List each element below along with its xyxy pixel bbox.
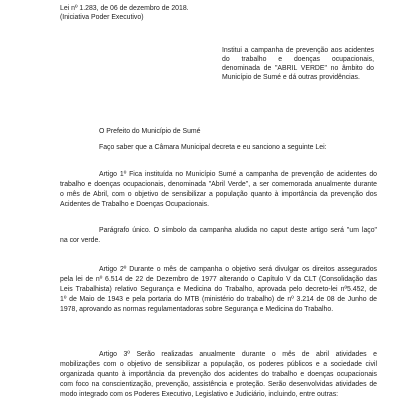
article-3-line: Artigo 3º Serão realizadas anualmente durante o mês de abril atividades e bbox=[99, 351, 377, 358]
article-2-line: Leis Trabalhista) relativo Segurança e Medicina do Trabalho, aprovada pelo decreto-lei nº5.452, de bbox=[60, 286, 377, 293]
ementa-line: Institui a campanha de prevenção aos acidentes bbox=[222, 47, 374, 54]
sole-paragraph-line: Parágrafo único. O símbolo da campanha aludida no caput deste artigo será "um laço" bbox=[99, 227, 377, 234]
mayor-line: O Prefeito do Município de Sumé bbox=[99, 128, 201, 135]
ementa-line: do trabalho e doenças ocupacionais, bbox=[222, 56, 374, 63]
article-3-line: com foco na conscientização, prevenção, assistência e proteção. Serão desenvolvidas atividades de bbox=[60, 381, 377, 388]
article-3-line: modo integrado com os Poderes Executivo, Legislativo e Judiciário, incluindo, entre outras: bbox=[60, 391, 339, 398]
initiative-line: (Iniciativa Poder Executivo) bbox=[60, 14, 144, 21]
proclamation-line: Faço saber que a Câmara Municipal decreta e eu sanciono a seguinte Lei: bbox=[99, 144, 327, 151]
ementa-line: Município de Sumé e dá outras providências. bbox=[222, 74, 360, 81]
article-2-line: 1º de Maio de 1943 e pela portaria do MTB (ministério do trabalho) de nº 3.214 de 08 de Junho de bbox=[60, 296, 377, 303]
article-2-line: Artigo 2º Durante o mês de campanha o objetivo será divulgar os direitos assegurados bbox=[99, 266, 377, 273]
article-1-line: Artigo 1º Fica instituída no Município Sumé a campanha de prevenção de acidentes do bbox=[99, 171, 377, 178]
article-1-line: Acidentes de Trabalho e Doenças Ocupacionais. bbox=[60, 201, 210, 208]
article-2-line: 1978, aprovando as normas regulamentadoras sobre Segurança e Medicina do Trabalho. bbox=[60, 306, 334, 313]
sole-paragraph-line: na cor verde. bbox=[60, 237, 101, 244]
article-1-line: trabalho e doenças ocupacionais, denominada "Abril Verde", a ser comemorada anualmente durante bbox=[60, 181, 377, 188]
article-3-line: mobilizações com o objetivo de sensibilizar a população, os poderes públicos e a sociedade civil bbox=[60, 361, 377, 368]
article-3-line: organizada quanto à importância da prevenção dos acidentes do trabalho e doenças ocupacionais bbox=[60, 371, 377, 378]
article-1-line: o mês de Abril, com o objetivo de sensibilizar a população quanto à importância da prevenção dos bbox=[60, 191, 377, 198]
law-number-line: Lei nº 1.283, de 06 de dezembro de 2018. bbox=[60, 5, 189, 12]
article-2-line: pela lei de nº 6.514 de 22 de Dezembro de 1977 alterando o Capítulo V da CLT (Consolidação das bbox=[60, 276, 377, 283]
ementa-line: denominada de "ABRIL VERDE" no âmbito do bbox=[222, 65, 374, 72]
